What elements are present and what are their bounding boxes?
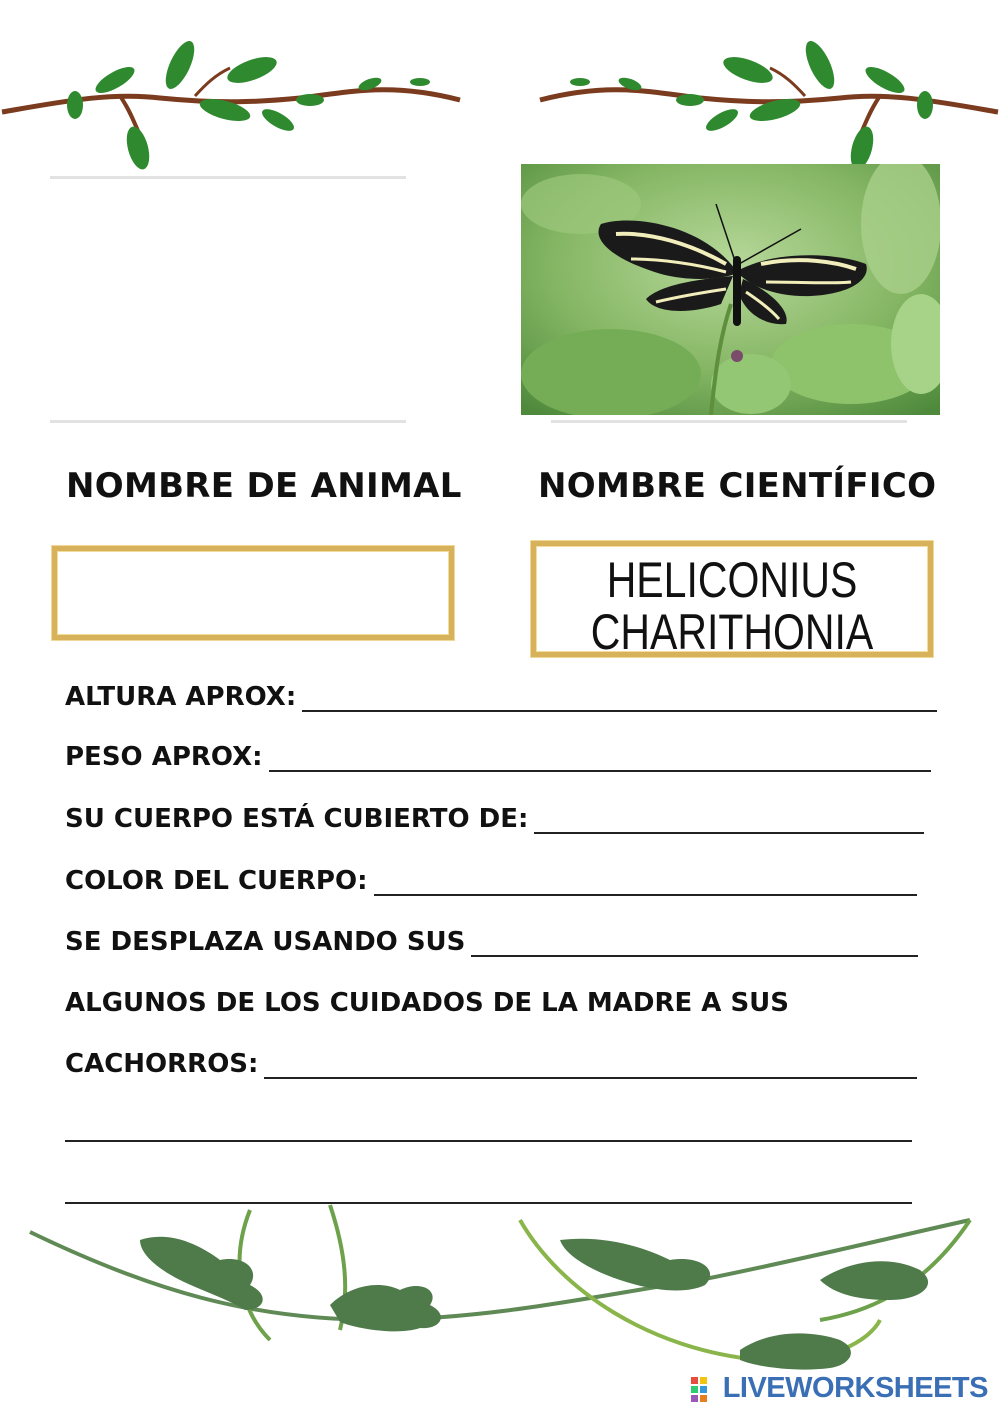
jungle-vine-icon (0, 1200, 1000, 1390)
answer-line[interactable] (374, 868, 918, 896)
question-row-movement (65, 927, 918, 957)
liveworksheets-logo-icon (691, 1375, 717, 1403)
question-label: COLOR DEL CUERPO: (65, 866, 368, 896)
animal-name-answer-box[interactable] (52, 546, 454, 640)
answer-line[interactable] (302, 684, 937, 712)
scientific-name-text (571, 546, 892, 658)
left-vine-branch-icon (2, 40, 460, 172)
answer-line[interactable] (269, 744, 931, 772)
drop-area-top-line (50, 176, 406, 179)
extra-answer-line-1[interactable] (65, 1140, 912, 1142)
top-vine-decoration (0, 40, 1000, 180)
question-row-body-color (65, 866, 917, 896)
butterfly-photo (521, 164, 940, 415)
answer-line[interactable] (534, 806, 924, 834)
question-row-weight (65, 742, 931, 772)
scientific-name-heading: NOMBRE CIENTÍFICO (538, 466, 937, 506)
right-vine-branch-icon (540, 40, 998, 172)
liveworksheets-logo (691, 1372, 988, 1405)
animal-image-drop-area[interactable] (50, 176, 406, 422)
drop-area-bottom-line (50, 420, 406, 423)
question-label: PESO APROX: (65, 742, 263, 772)
answer-line[interactable] (471, 929, 918, 957)
question-row-body-covering (65, 804, 924, 834)
question-label: SE DESPLAZA USANDO SUS (65, 927, 466, 957)
question-row-height (65, 682, 937, 712)
question-label: SU CUERPO ESTÁ CUBIERTO DE: (65, 804, 529, 834)
question-label: ALGUNOS DE LOS CUIDADOS DE LA MADRE A SUS (65, 988, 790, 1018)
scientific-name-line2: CHARITHONIA (590, 604, 874, 660)
photo-underline (551, 420, 907, 423)
question-label: CACHORROS: (65, 1049, 259, 1079)
question-label: ALTURA APROX: (65, 682, 297, 712)
question-row-cubs (65, 1049, 917, 1079)
animal-name-input[interactable] (57, 551, 453, 637)
scientific-name-line1: HELICONIUS (606, 552, 858, 608)
animal-name-heading: NOMBRE DE ANIMAL (66, 466, 462, 506)
scientific-name-box (531, 541, 933, 660)
brand-name: LIVEWORKSHEETS (722, 1372, 988, 1404)
question-row-mother-care (65, 988, 940, 1018)
answer-line[interactable] (264, 1051, 917, 1079)
